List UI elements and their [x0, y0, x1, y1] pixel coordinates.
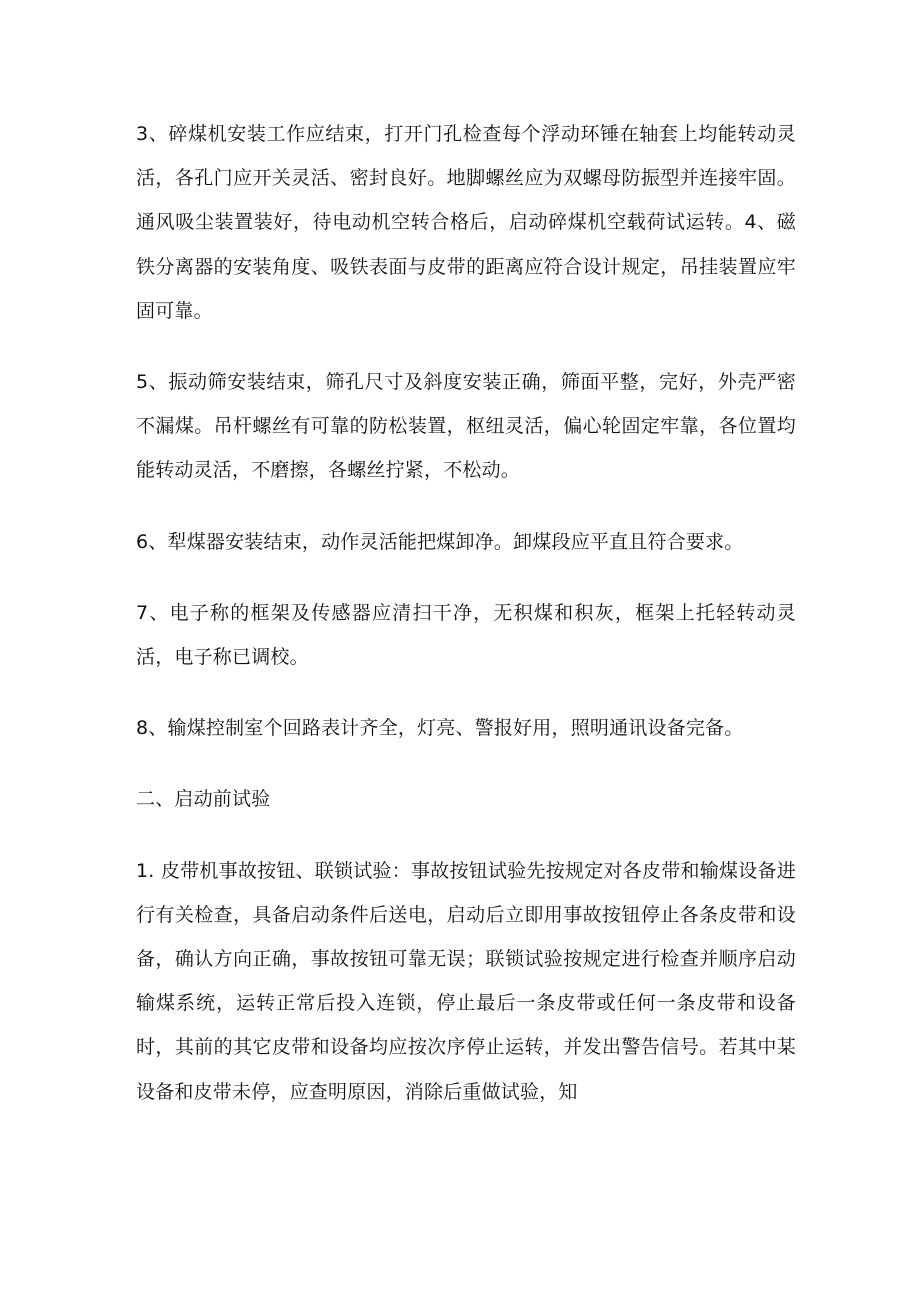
paragraph-emergency-button-interlock-test: 1. 皮带机事故按钮、联锁试验：事故按钮试验先按规定对各皮带和输煤设备进行有关检查，具备启动条件后送电，启动后立即用事故按钮停止各条皮带和设备，确认方向正确，事故按钮可靠无误；联锁试验按规定进行检查并顺序启动输煤系统，运转正常后投入连锁，停止最后一条皮带或任何一条皮带和设备时，其前的其它皮带和设备均应按次序停止运转，并发出警告信号。若其中某设备和皮带未停，应查明原因，消除后重做试验，知 — [136, 859, 796, 1103]
document-body — [136, 112, 796, 1141]
paragraph-control-room: 8、输煤控制室个回路表计齐全，灯亮、警报好用，照明通讯设备完备。 — [136, 717, 744, 740]
paragraph-plow-unloader: 6、犁煤器安装结束，动作灵活能把煤卸净。卸煤段应平直且符合要求。 — [136, 530, 744, 553]
paragraph-electronic-scale: 7、电子称的框架及传感器应清扫干净，无积煤和积灰，框架上托轻转动灵活，电子称已调校。 — [136, 601, 796, 669]
paragraph-crusher-and-magnet: 3、碎煤机安装工作应结束，打开门孔检查每个浮动环锤在轴套上均能转动灵活，各孔门应开关灵活、密封良好。地脚螺丝应为双螺母防振型并连接牢固。通风吸尘装置装好，待电动机空转合格后，启动碎煤机空载荷试运转。4、磁铁分离器的安装角度、吸铁表面与皮带的距离应符合设计规定，吊挂装置应牢固可靠。 — [136, 123, 796, 322]
section-heading-pre-start-tests: 二、启动前试验 — [136, 788, 271, 811]
paragraph-vibrating-screen: 5、振动筛安装结束，筛孔尺寸及斜度安装正确，筛面平整，完好，外壳严密不漏煤。吊杆螺丝有可靠的防松装置，枢纽灵活，偏心轮固定牢靠，各位置均能转动灵活，不磨擦，各螺丝拧紧，不松动。 — [136, 371, 796, 482]
